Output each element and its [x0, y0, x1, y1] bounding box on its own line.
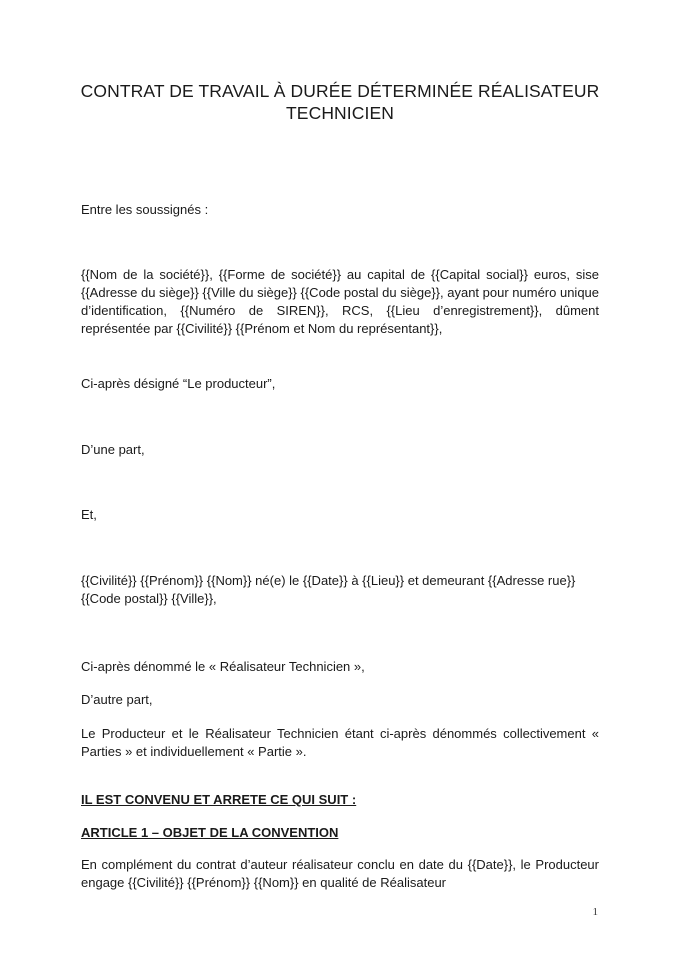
- paragraph-one-part: D’une part,: [81, 442, 145, 457]
- paragraph-producer-designation: Ci-après désigné “Le producteur”,: [81, 376, 276, 391]
- paragraph-other-part: D’autre part,: [81, 692, 153, 707]
- paragraph-parties-definition: Le Producteur et le Réalisateur Technicien étant ci-après dénommés collectivement « Parties » et individuellement « Partie ».: [81, 726, 599, 759]
- paragraph-technician-designation: Ci-après dénommé le « Réalisateur Technicien »,: [81, 659, 365, 674]
- paragraph-article1-body: En complément du contrat d’auteur réalisateur conclu en date du {{Date}}, le Producteur engage {{Civilité}} {{Prénom}} {{Nom}} en qualité de Réalisateur: [81, 857, 599, 890]
- heading-agreed: IL EST CONVENU ET ARRETE CE QUI SUIT :: [81, 792, 357, 807]
- paragraph-and: Et,: [81, 507, 97, 522]
- paragraph-between: Entre les soussignés :: [81, 202, 209, 217]
- heading-article-1: ARTICLE 1 – OBJET DE LA CONVENTION: [81, 825, 339, 840]
- paragraph-producer-identity: {{Nom de la société}}, {{Forme de société}} au capital de {{Capital social}} euros, sise {{Adresse du siège}} {{Ville du siège}} {{Code postal du siège}}, ayant pour numéro unique d’identification, {{Numéro de SIREN}}, RCS, {{Lieu d’enregistrement}}, dûment représentée par {{Civilité}} {{Prénom et Nom du représentant}},: [81, 267, 600, 336]
- document-title: CONTRAT DE TRAVAIL À DURÉE DÉTERMINÉE RÉALISATEUR TECHNICIEN: [80, 81, 600, 123]
- page-number: 1: [592, 906, 598, 918]
- paragraph-technician-identity: {{Civilité}} {{Prénom}} {{Nom}} né(e) le {{Date}} à {{Lieu}} et demeurant {{Adresse rue}} {{Code postal}} {{Ville}},: [81, 573, 576, 606]
